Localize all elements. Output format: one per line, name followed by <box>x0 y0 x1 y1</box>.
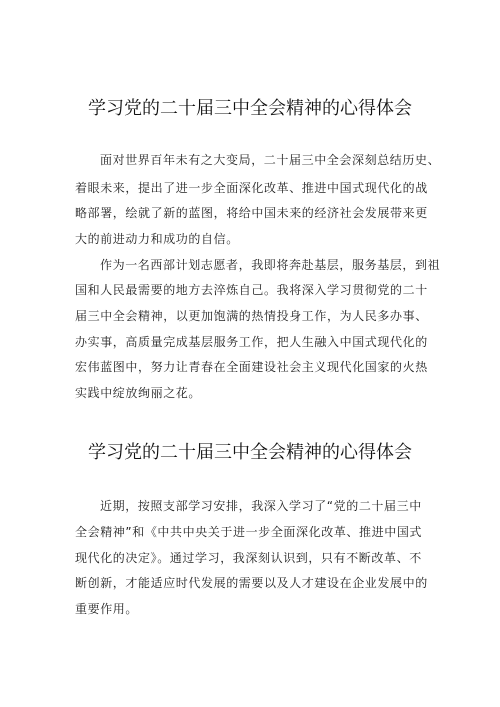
section-1-line: 着眼未来，提出了进一步全面深化改革、推进中国式现代化的战 <box>75 181 428 195</box>
section-2-title: 学习党的二十届三中全会精神的心得体会 <box>88 442 412 463</box>
section-2-line: 重要作用。 <box>75 602 139 616</box>
section-1-line: 大的前进动力和成功的自信。 <box>75 232 239 246</box>
section-1-title: 学习党的二十届三中全会精神的心得体会 <box>88 98 412 119</box>
section-2-line: 现代化的决定》。通过学习，我深刻认识到，只有不断改革、不 <box>75 551 422 565</box>
section-1-line: 面对世界百年未有之大变局，二十届三中全会深刻总结历史、 <box>100 153 441 167</box>
section-1-line: 略部署，绘就了新的蓝图，将给中国未来的经济社会发展带来更 <box>75 206 428 220</box>
section-1-line: 办实事，高质量完成基层服务工作，把人生融入中国式现代化的 <box>75 335 428 349</box>
section-2-line: 断创新，才能适应时代发展的需要以及人才建设在企业发展中的 <box>75 576 428 590</box>
section-1-line: 实践中绽放绚丽之花。 <box>75 386 202 400</box>
section-2-line: 近期，按照支部学习安排，我深入学习了“党的二十届三中 <box>100 499 422 513</box>
section-1-line: 宏伟蓝图中，努力让青春在全面建设社会主义现代化国家的火热 <box>75 360 428 374</box>
section-1-line: 国和人民最需要的地方去淬炼自己。我将深入学习贯彻党的二十 <box>75 283 428 297</box>
section-2-line: 全会精神”和《中共中央关于进一步全面深化改革、推进中国式 <box>75 525 423 539</box>
section-1-line: 作为一名西部计划志愿者，我即将奔赴基层，服务基层，到祖 <box>100 258 441 272</box>
section-1-line: 届三中全会精神，以更加饱满的热情投身工作，为人民多办事、 <box>75 309 428 323</box>
